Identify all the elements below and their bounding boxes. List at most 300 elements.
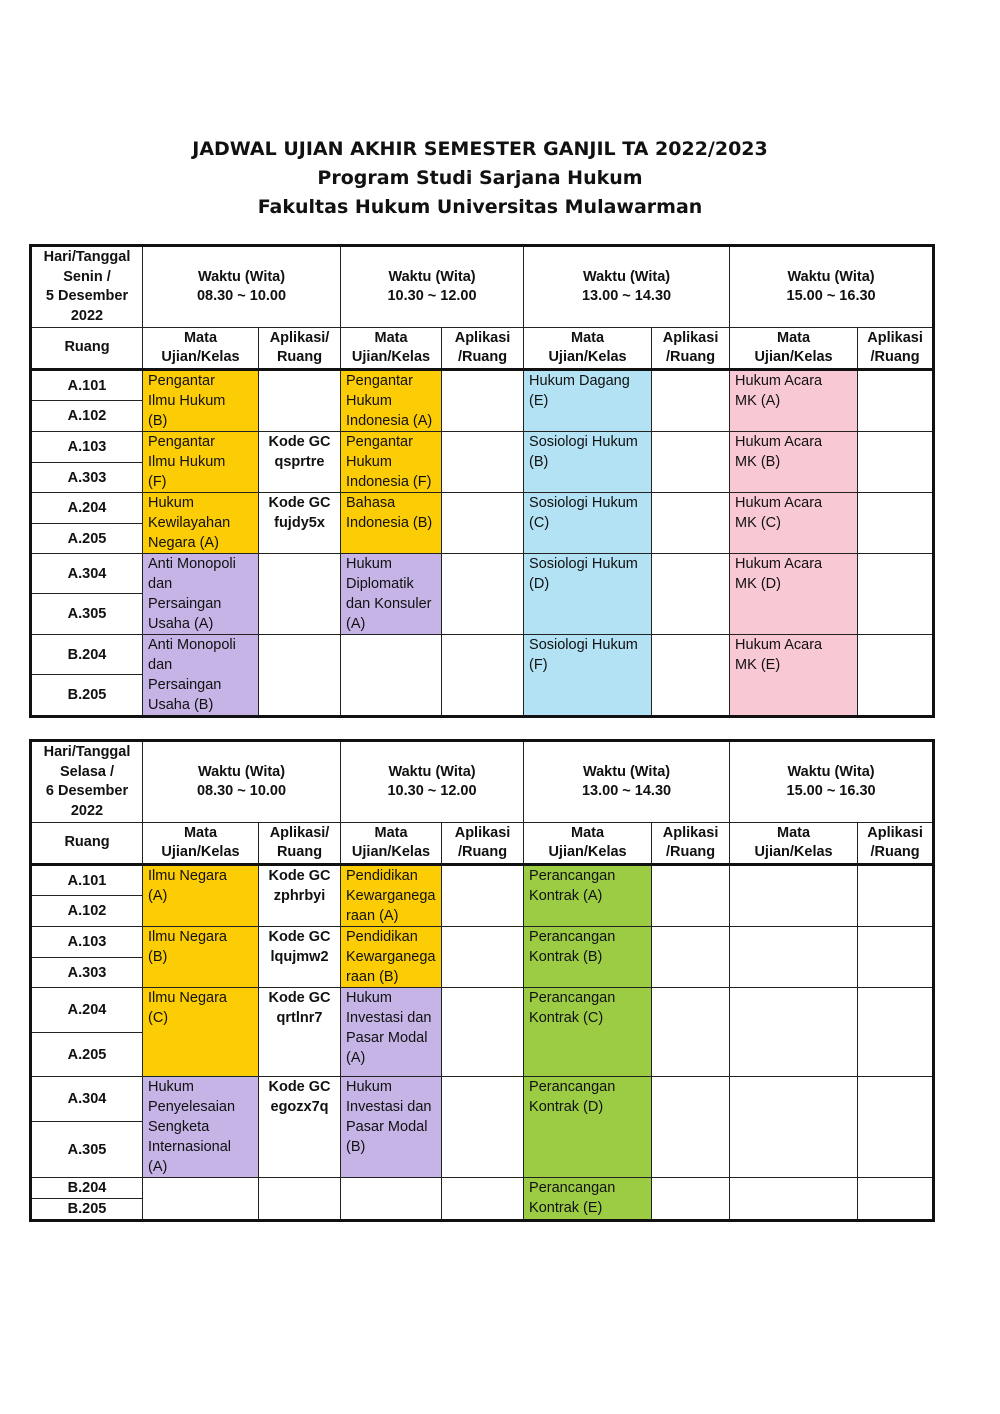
header-text: /Ruang bbox=[457, 349, 508, 365]
exam-cell bbox=[524, 370, 652, 432]
exam-cell bbox=[143, 865, 259, 927]
app-cell bbox=[442, 554, 524, 635]
table-row bbox=[31, 1178, 934, 1199]
room-cell: A.205 bbox=[31, 524, 143, 554]
app-cell bbox=[259, 493, 341, 554]
room-cell: A.101 bbox=[31, 370, 143, 401]
cell-line: Indonesia (F) bbox=[346, 474, 432, 490]
cell-line: Ilmu Hukum bbox=[148, 454, 226, 470]
exam-cell bbox=[524, 1178, 652, 1221]
day-name: Senin / bbox=[63, 268, 111, 285]
header-text: Mata bbox=[777, 329, 811, 346]
header-text: Aplikasi bbox=[867, 824, 923, 841]
cell-line: qrtlnr7 bbox=[276, 1010, 323, 1026]
cell-line: Hukum Dagang bbox=[529, 373, 630, 389]
cell-line: (E) bbox=[529, 393, 549, 409]
day-year: 2022 bbox=[70, 802, 104, 819]
cell-line: Perancangan bbox=[529, 868, 616, 884]
cell-line: MK (A) bbox=[735, 393, 781, 409]
exam-cell bbox=[730, 493, 858, 554]
cell-line: Kode GC bbox=[268, 929, 331, 945]
app-cell bbox=[652, 432, 730, 493]
room-cell: B.205 bbox=[31, 1199, 143, 1221]
room-cell: A.101 bbox=[31, 865, 143, 896]
app-cell bbox=[858, 635, 934, 717]
cell-line: zphrbyi bbox=[273, 888, 326, 904]
cell-line: Kontrak (B) bbox=[529, 949, 603, 965]
cell-line: Hukum bbox=[148, 1079, 194, 1095]
app-cell bbox=[858, 1178, 934, 1221]
time-slot-4-header bbox=[730, 246, 934, 328]
app-cell bbox=[652, 865, 730, 927]
schedule-table-day1 bbox=[29, 244, 935, 718]
time-slot-3-header bbox=[524, 246, 730, 328]
cell-line: Hukum Acara bbox=[735, 556, 823, 572]
exam-cell bbox=[341, 927, 442, 988]
room-cell: A.205 bbox=[31, 1033, 143, 1077]
cell-line: Persaingan bbox=[148, 596, 222, 612]
app-cell bbox=[652, 370, 730, 432]
cell-line: Pasar Modal bbox=[346, 1030, 428, 1046]
header-text: /Ruang bbox=[665, 349, 716, 365]
room-cell: B.204 bbox=[31, 635, 143, 675]
exam-cell bbox=[341, 1178, 442, 1221]
cell-line: Hukum Acara bbox=[735, 434, 823, 450]
exam-cell bbox=[341, 432, 442, 493]
header-text: Ruang bbox=[276, 349, 323, 365]
header-text: Ujian/Kelas bbox=[351, 844, 431, 860]
hari-tanggal-label: Hari/Tanggal bbox=[43, 744, 131, 760]
exam-cell bbox=[143, 493, 259, 554]
time-range: 08.30 ~ 10.00 bbox=[196, 288, 287, 304]
title-line-2: Program Studi Sarjana Hukum bbox=[317, 167, 643, 189]
header-text: Ujian/Kelas bbox=[548, 844, 627, 860]
header-text: Ujian/Kelas bbox=[161, 844, 240, 860]
cell-line: Kode GC bbox=[268, 868, 331, 884]
app-cell bbox=[259, 1178, 341, 1221]
app-cell bbox=[442, 635, 524, 717]
app-cell bbox=[442, 865, 524, 927]
cell-line: Investasi dan bbox=[346, 1099, 432, 1115]
exam-cell bbox=[341, 370, 442, 432]
header-text: Aplikasi/ bbox=[269, 329, 330, 346]
table-row bbox=[31, 432, 934, 463]
exam-cell bbox=[730, 988, 858, 1077]
mata-ujian-header bbox=[143, 328, 259, 370]
room-cell: A.304 bbox=[31, 1077, 143, 1122]
aplikasi-header bbox=[858, 823, 934, 865]
cell-line: Hukum Acara bbox=[735, 637, 823, 653]
app-cell bbox=[858, 865, 934, 927]
exam-cell bbox=[143, 1077, 259, 1178]
app-cell bbox=[442, 370, 524, 432]
app-cell bbox=[858, 493, 934, 554]
header-text: Ujian/Kelas bbox=[161, 349, 240, 365]
time-range: 13.00 ~ 14.30 bbox=[581, 288, 672, 304]
cell-line: Kode GC bbox=[268, 495, 331, 511]
room-cell: A.102 bbox=[31, 896, 143, 927]
waktu-label: Waktu (Wita) bbox=[197, 763, 286, 780]
room-cell: A.303 bbox=[31, 958, 143, 988]
app-cell bbox=[442, 432, 524, 493]
app-cell bbox=[442, 988, 524, 1077]
cell-line: (C) bbox=[529, 515, 550, 531]
mata-ujian-header bbox=[341, 823, 442, 865]
cell-line: Hukum bbox=[346, 454, 392, 470]
day-year: 2022 bbox=[70, 307, 104, 324]
exam-cell bbox=[524, 635, 652, 717]
app-cell bbox=[858, 370, 934, 432]
table-row bbox=[31, 1077, 934, 1122]
cell-line: (F) bbox=[529, 657, 548, 673]
header-text: Aplikasi bbox=[867, 329, 923, 346]
cell-line: (C) bbox=[148, 1010, 169, 1026]
waktu-label: Waktu (Wita) bbox=[388, 268, 476, 285]
cell-line: Kewarganega bbox=[346, 888, 436, 904]
column-header-row bbox=[31, 823, 934, 865]
cell-line: Sosiologi Hukum bbox=[529, 434, 638, 450]
header-text: /Ruang bbox=[870, 844, 920, 860]
table-row bbox=[31, 493, 934, 524]
aplikasi-header bbox=[652, 328, 730, 370]
cell-line: Usaha (A) bbox=[148, 616, 214, 632]
app-cell bbox=[442, 1077, 524, 1178]
cell-line: Internasional bbox=[148, 1139, 232, 1155]
exam-cell bbox=[730, 432, 858, 493]
aplikasi-header bbox=[652, 823, 730, 865]
exam-cell bbox=[143, 927, 259, 988]
app-cell bbox=[259, 988, 341, 1077]
exam-cell bbox=[730, 865, 858, 927]
exam-cell bbox=[143, 370, 259, 432]
room-cell: B.205 bbox=[31, 675, 143, 717]
cell-line: Kewarganega bbox=[346, 949, 436, 965]
exam-cell bbox=[730, 370, 858, 432]
exam-cell bbox=[524, 988, 652, 1077]
table-row bbox=[31, 927, 934, 958]
app-cell bbox=[858, 988, 934, 1077]
cell-line: MK (D) bbox=[735, 576, 781, 592]
cell-line: Hukum bbox=[148, 495, 194, 511]
cell-line: Kontrak (A) bbox=[529, 888, 603, 904]
cell-line: Hukum bbox=[346, 1079, 392, 1095]
cell-line: Anti Monopoli bbox=[148, 556, 236, 572]
cell-line: MK (E) bbox=[735, 657, 781, 673]
mata-ujian-header bbox=[143, 823, 259, 865]
time-header-row bbox=[31, 246, 934, 328]
app-cell bbox=[652, 1077, 730, 1178]
cell-line: Indonesia (B) bbox=[346, 515, 433, 531]
cell-line: Perancangan bbox=[529, 929, 616, 945]
exam-cell bbox=[341, 988, 442, 1077]
cell-line: fujdy5x bbox=[274, 515, 325, 531]
table-row bbox=[31, 988, 934, 1033]
cell-line: (A) bbox=[148, 1159, 168, 1175]
app-cell bbox=[858, 1077, 934, 1178]
exam-cell bbox=[730, 635, 858, 717]
header-text: Mata bbox=[571, 329, 605, 346]
exam-cell bbox=[524, 554, 652, 635]
room-cell: A.303 bbox=[31, 463, 143, 493]
cell-line: Kontrak (D) bbox=[529, 1099, 604, 1115]
cell-line: Pengantar bbox=[148, 373, 215, 389]
cell-line: Pengantar bbox=[148, 434, 215, 450]
time-range: 08.30 ~ 10.00 bbox=[196, 783, 287, 799]
app-cell bbox=[259, 927, 341, 988]
cell-line: Ilmu Negara bbox=[148, 929, 227, 945]
header-text: Ujian/Kelas bbox=[351, 349, 431, 365]
waktu-label: Waktu (Wita) bbox=[787, 268, 875, 285]
title-line-3: Fakultas Hukum Universitas Mulawarman bbox=[257, 196, 703, 218]
app-cell bbox=[442, 493, 524, 554]
header-text: /Ruang bbox=[457, 844, 508, 860]
aplikasi-header bbox=[858, 328, 934, 370]
header-text: Ruang bbox=[276, 844, 323, 860]
app-cell bbox=[652, 988, 730, 1077]
app-cell bbox=[858, 554, 934, 635]
room-cell: A.305 bbox=[31, 1122, 143, 1178]
cell-line: Pasar Modal bbox=[346, 1119, 428, 1135]
header-text: Aplikasi bbox=[454, 329, 511, 346]
cell-line: Sosiologi Hukum bbox=[529, 495, 638, 511]
cell-line: lqujmw2 bbox=[270, 949, 329, 965]
aplikasi-header bbox=[442, 823, 524, 865]
header-text: Aplikasi bbox=[662, 329, 719, 346]
exam-cell bbox=[341, 554, 442, 635]
day-date-header bbox=[31, 741, 143, 823]
exam-cell bbox=[524, 493, 652, 554]
day-date-header bbox=[31, 246, 143, 328]
exam-cell bbox=[341, 865, 442, 927]
cell-line: Penyelesaian bbox=[148, 1099, 236, 1115]
app-cell bbox=[259, 370, 341, 432]
time-range: 10.30 ~ 12.00 bbox=[387, 783, 477, 799]
exam-cell bbox=[341, 635, 442, 717]
app-cell bbox=[259, 865, 341, 927]
header-text: Aplikasi bbox=[662, 824, 719, 841]
cell-line: Bahasa bbox=[346, 495, 396, 511]
cell-line: Ilmu Hukum bbox=[148, 393, 226, 409]
cell-line: (B) bbox=[148, 413, 168, 429]
time-range: 13.00 ~ 14.30 bbox=[581, 783, 672, 799]
cell-line: Hukum Acara bbox=[735, 373, 823, 389]
cell-line: Pengantar bbox=[346, 434, 413, 450]
cell-line: (A) bbox=[346, 1050, 366, 1066]
cell-line: (B) bbox=[346, 1139, 366, 1155]
cell-line: Investasi dan bbox=[346, 1010, 432, 1026]
room-cell: B.204 bbox=[31, 1178, 143, 1199]
schedule-table-day2 bbox=[29, 739, 935, 1222]
cell-line: raan (B) bbox=[346, 969, 399, 985]
cell-line: Perancangan bbox=[529, 990, 616, 1006]
exam-cell bbox=[341, 1077, 442, 1178]
cell-line: Kontrak (E) bbox=[529, 1200, 603, 1216]
cell-line: Ilmu Negara bbox=[148, 990, 227, 1006]
cell-line: Indonesia (A) bbox=[346, 413, 433, 429]
cell-line: raan (A) bbox=[346, 908, 399, 924]
room-cell: A.204 bbox=[31, 988, 143, 1033]
app-cell bbox=[259, 635, 341, 717]
cell-line: qsprtre bbox=[274, 454, 325, 470]
day-date: 5 Desember bbox=[45, 288, 129, 304]
exam-cell bbox=[524, 865, 652, 927]
cell-line: Kode GC bbox=[268, 1079, 331, 1095]
header-text: Aplikasi/ bbox=[269, 824, 330, 841]
day-name: Selasa / bbox=[59, 763, 114, 780]
cell-line: Persaingan bbox=[148, 677, 222, 693]
exam-cell bbox=[143, 432, 259, 493]
hari-tanggal-label: Hari/Tanggal bbox=[43, 249, 131, 265]
cell-line: dan bbox=[148, 576, 173, 592]
header-text: Mata bbox=[374, 329, 408, 346]
room-cell: A.103 bbox=[31, 432, 143, 463]
room-cell: A.305 bbox=[31, 594, 143, 635]
header-text: /Ruang bbox=[870, 349, 920, 365]
exam-cell bbox=[143, 635, 259, 717]
day-date: 6 Desember bbox=[45, 783, 129, 799]
header-text: Ujian/Kelas bbox=[548, 349, 627, 365]
time-range: 15.00 ~ 16.30 bbox=[786, 783, 876, 799]
app-cell bbox=[652, 1178, 730, 1221]
header-text: Ujian/Kelas bbox=[754, 349, 833, 365]
aplikasi-header bbox=[259, 823, 341, 865]
cell-line: (A) bbox=[148, 888, 168, 904]
cell-line: (A) bbox=[346, 616, 366, 632]
time-slot-2-header bbox=[341, 246, 524, 328]
app-cell bbox=[652, 554, 730, 635]
cell-line: Diplomatik bbox=[346, 576, 414, 592]
table-row bbox=[31, 865, 934, 896]
time-range: 15.00 ~ 16.30 bbox=[786, 288, 876, 304]
time-slot-3-header bbox=[524, 741, 730, 823]
cell-line: dan Konsuler bbox=[346, 596, 432, 612]
room-cell: A.304 bbox=[31, 554, 143, 594]
cell-line: Hukum bbox=[346, 990, 392, 1006]
cell-line: Sengketa bbox=[148, 1119, 210, 1135]
app-cell bbox=[858, 927, 934, 988]
waktu-label: Waktu (Wita) bbox=[582, 268, 671, 285]
app-cell bbox=[858, 432, 934, 493]
waktu-label: Waktu (Wita) bbox=[197, 268, 286, 285]
cell-line: Hukum Acara bbox=[735, 495, 823, 511]
cell-line: (B) bbox=[148, 949, 168, 965]
room-cell: A.103 bbox=[31, 927, 143, 958]
app-cell bbox=[652, 927, 730, 988]
cell-line: Negara (A) bbox=[148, 535, 219, 551]
app-cell bbox=[259, 1077, 341, 1178]
cell-line: (F) bbox=[148, 474, 167, 490]
waktu-label: Waktu (Wita) bbox=[787, 763, 875, 780]
table-row bbox=[31, 554, 934, 594]
aplikasi-header bbox=[259, 328, 341, 370]
header-text: Ujian/Kelas bbox=[754, 844, 833, 860]
time-slot-4-header bbox=[730, 741, 934, 823]
cell-line: (B) bbox=[529, 454, 549, 470]
cell-line: Usaha (B) bbox=[148, 697, 214, 713]
app-cell bbox=[259, 554, 341, 635]
header-text: Mata bbox=[183, 329, 218, 346]
header-text: /Ruang bbox=[665, 844, 716, 860]
cell-line: Kode GC bbox=[268, 990, 331, 1006]
ruang-header: Ruang bbox=[31, 823, 143, 865]
column-header-row bbox=[31, 328, 934, 370]
exam-cell bbox=[524, 432, 652, 493]
aplikasi-header bbox=[442, 328, 524, 370]
room-cell: A.204 bbox=[31, 493, 143, 524]
cell-line: MK (B) bbox=[735, 454, 781, 470]
cell-line: Sosiologi Hukum bbox=[529, 637, 638, 653]
exam-cell bbox=[524, 1077, 652, 1178]
cell-line: Perancangan bbox=[529, 1180, 616, 1196]
cell-line: Kewilayahan bbox=[148, 515, 231, 531]
app-cell bbox=[259, 432, 341, 493]
waktu-label: Waktu (Wita) bbox=[388, 763, 476, 780]
cell-line: Anti Monopoli bbox=[148, 637, 236, 653]
cell-line: (D) bbox=[529, 576, 550, 592]
header-text: Mata bbox=[571, 824, 605, 841]
cell-line: Sosiologi Hukum bbox=[529, 556, 638, 572]
exam-cell bbox=[143, 988, 259, 1077]
table-row bbox=[31, 635, 934, 675]
table-row bbox=[31, 370, 934, 401]
header-text: Mata bbox=[374, 824, 408, 841]
cell-line: Pendidikan bbox=[346, 868, 418, 884]
cell-line: egozx7q bbox=[270, 1099, 329, 1115]
cell-line: MK (C) bbox=[735, 515, 781, 531]
exam-cell bbox=[143, 554, 259, 635]
time-header-row bbox=[31, 741, 934, 823]
exam-cell bbox=[730, 1077, 858, 1178]
cell-line: Pendidikan bbox=[346, 929, 418, 945]
cell-line: Kontrak (C) bbox=[529, 1010, 604, 1026]
ruang-header: Ruang bbox=[31, 328, 143, 370]
exam-cell bbox=[730, 927, 858, 988]
header-text: Aplikasi bbox=[454, 824, 511, 841]
cell-line: Hukum bbox=[346, 393, 392, 409]
exam-cell bbox=[524, 927, 652, 988]
header-text: Mata bbox=[183, 824, 218, 841]
time-range: 10.30 ~ 12.00 bbox=[387, 288, 477, 304]
exam-cell bbox=[730, 1178, 858, 1221]
mata-ujian-header bbox=[730, 823, 858, 865]
waktu-label: Waktu (Wita) bbox=[582, 763, 671, 780]
mata-ujian-header bbox=[730, 328, 858, 370]
app-cell bbox=[652, 493, 730, 554]
app-cell bbox=[442, 927, 524, 988]
mata-ujian-header bbox=[524, 328, 652, 370]
exam-cell bbox=[341, 493, 442, 554]
cell-line: Perancangan bbox=[529, 1079, 616, 1095]
time-slot-1-header bbox=[143, 741, 341, 823]
room-cell: A.102 bbox=[31, 401, 143, 432]
time-slot-2-header bbox=[341, 741, 524, 823]
time-slot-1-header bbox=[143, 246, 341, 328]
cell-line: Kode GC bbox=[268, 434, 331, 450]
title-line-1: JADWAL UJIAN AKHIR SEMESTER GANJIL TA 2022/2023 bbox=[192, 138, 768, 160]
cell-line: Hukum bbox=[346, 556, 392, 572]
header-text: Mata bbox=[777, 824, 811, 841]
exam-cell bbox=[730, 554, 858, 635]
cell-line: dan bbox=[148, 657, 173, 673]
mata-ujian-header bbox=[341, 328, 442, 370]
app-cell bbox=[442, 1178, 524, 1221]
app-cell bbox=[652, 635, 730, 717]
exam-cell bbox=[143, 1178, 259, 1221]
cell-line: Ilmu Negara bbox=[148, 868, 227, 884]
document-title bbox=[0, 135, 960, 222]
mata-ujian-header bbox=[524, 823, 652, 865]
cell-line: Pengantar bbox=[346, 373, 413, 389]
